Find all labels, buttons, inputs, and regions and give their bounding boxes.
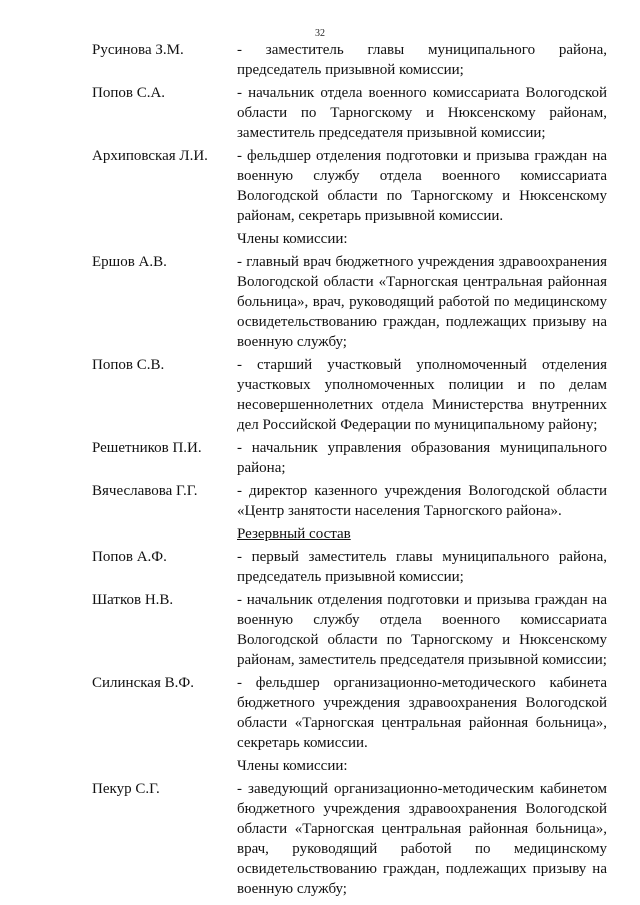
member-name: Русинова З.М. xyxy=(92,42,184,58)
member-role: - заведующий организационно-методическим кабинетом бюджетного учреждения здравоохранения Вологодской области «Тарногская центральная районная больница», врач, руководящий работой по медицинскому освидетельствованию граждан, подлежащих призыву на военную службу; xyxy=(237,781,607,897)
member-role: - начальник отдела военного комиссариата Вологодской области по Тарногскому и Нюксенскому районам, заместитель председателя призывной комиссии; xyxy=(237,85,607,141)
list-item xyxy=(92,779,607,899)
page-number: 32 xyxy=(315,28,325,39)
list-item xyxy=(92,252,607,352)
member-name: Попов А.Ф. xyxy=(92,549,167,565)
list-item xyxy=(92,40,607,80)
commission-list xyxy=(92,40,607,902)
member-role: - первый заместитель главы муниципального района, председатель призывной комиссии; xyxy=(237,549,607,585)
member-name: Силинская В.Ф. xyxy=(92,675,194,691)
list-item xyxy=(92,590,607,670)
member-name: Ершов А.В. xyxy=(92,254,167,270)
member-role: - главный врач бюджетного учреждения здравоохранения Вологодской области «Тарногская центральная районная больница», врач, руководящий работой по медицинскому освидетельствованию граждан, подлежащих призыву на военную службу; xyxy=(237,254,607,350)
list-item xyxy=(92,146,607,226)
member-role: - заместитель главы муниципального района, председатель призывной комиссии; xyxy=(237,42,607,78)
member-role: - старший участковый уполномоченный отделения участковых уполномоченных полиции и по делам несовершеннолетних отдела Министерства внутренних дел Российской Федерации по муниципальному району; xyxy=(237,357,607,433)
member-role: - директор казенного учреждения Вологодской области «Центр занятости населения Тарногского района». xyxy=(237,483,607,519)
member-name: Вячеславова Г.Г. xyxy=(92,483,198,499)
member-name: Пекур С.Г. xyxy=(92,781,160,797)
reserve-heading xyxy=(92,524,607,544)
reserve-heading-text: Резервный состав xyxy=(237,526,351,542)
list-item xyxy=(92,438,607,478)
list-item xyxy=(92,547,607,587)
list-item xyxy=(92,673,607,753)
member-role: - начальник управления образования муниципального района; xyxy=(237,440,607,476)
members-heading: Члены комиссии: xyxy=(237,758,348,774)
member-role: - фельдшер отделения подготовки и призыва граждан на военную службу отдела военного комиссариата Вологодской области по Тарногскому и Нюксенскому районам, секретарь призывной комиссии. xyxy=(237,148,607,224)
member-name: Решетников П.И. xyxy=(92,440,202,456)
list-item xyxy=(92,481,607,521)
member-role: - фельдшер организационно-методического кабинета бюджетного учреждения здравоохранения Вологодской области «Тарногская центральная районная больница», секретарь комиссии. xyxy=(237,675,607,751)
member-name: Архиповская Л.И. xyxy=(92,148,208,164)
member-name: Попов С.В. xyxy=(92,357,165,373)
members-heading: Члены комиссии: xyxy=(237,231,348,247)
member-role: - начальник отделения подготовки и призыва граждан на военную службу отдела военного комиссариата Вологодской области по Тарногскому и Нюксенскому районам, заместитель председателя призывной комиссии; xyxy=(237,592,607,668)
list-item xyxy=(92,83,607,143)
member-name: Шатков Н.В. xyxy=(92,592,174,608)
member-name: Попов С.А. xyxy=(92,85,166,101)
list-item xyxy=(92,355,607,435)
